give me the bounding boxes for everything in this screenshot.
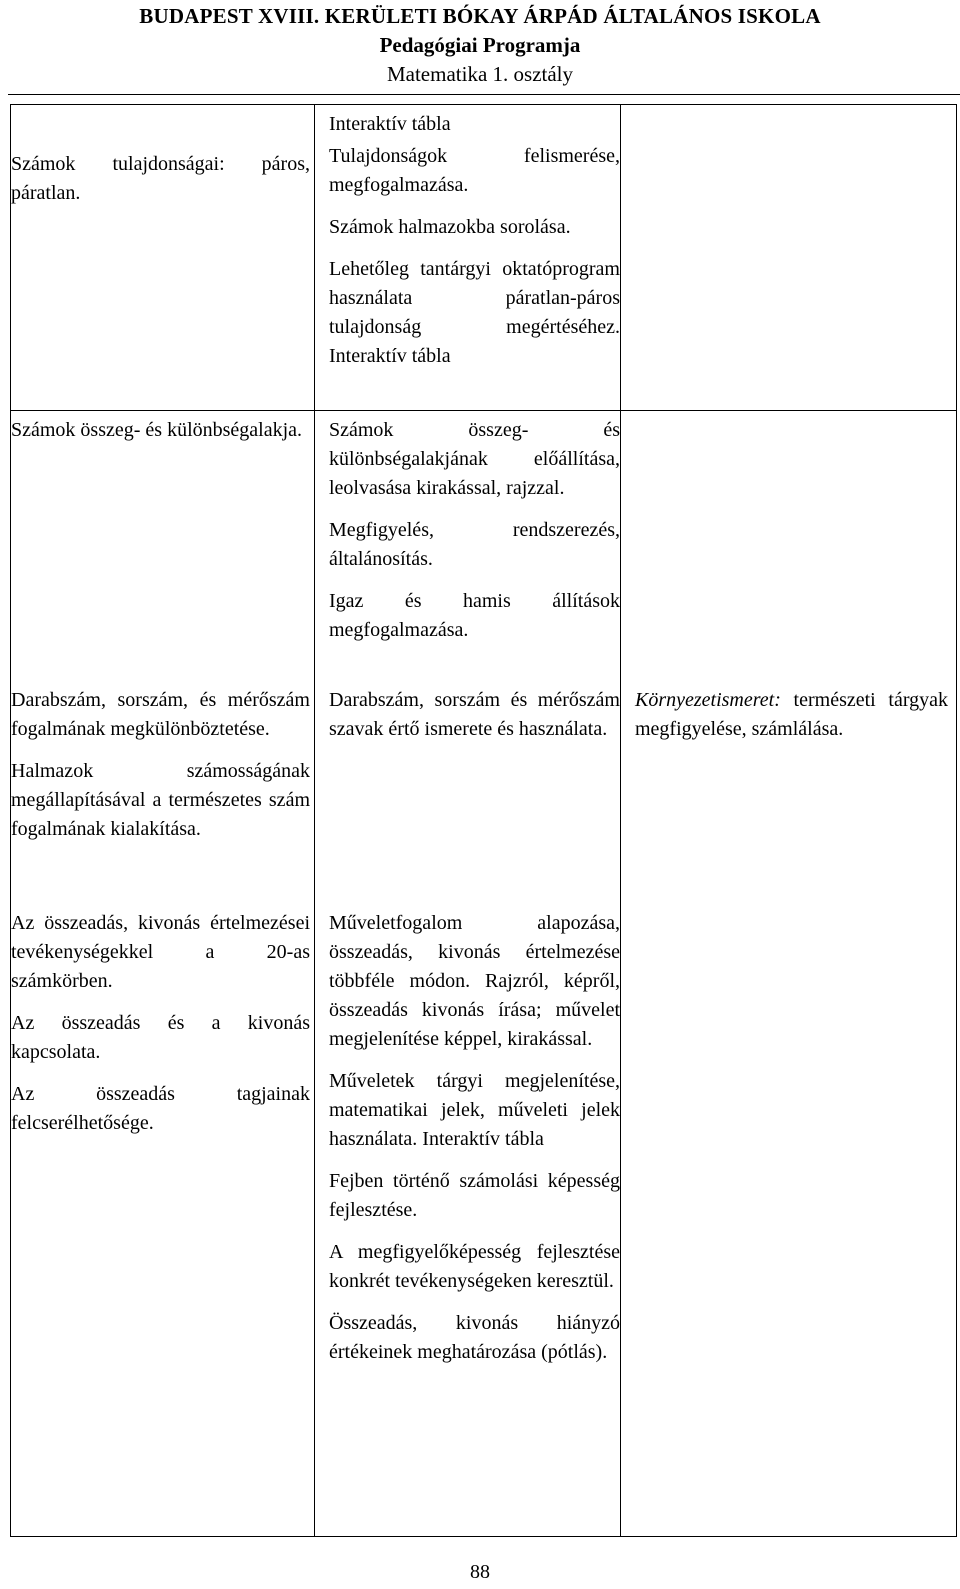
curriculum-table	[10, 104, 957, 1537]
table-cell	[635, 686, 948, 744]
cell-paragraph: Halmazok számosságának megállapításával a természetes szám fogalmának kialakítása.	[11, 760, 310, 840]
table-cell	[11, 150, 310, 208]
page-number: 88	[470, 1561, 490, 1583]
cell-paragraph: Számok összeg- és különbségalakjának előállítása, leolvasása kirakással, rajzzal.	[329, 419, 620, 499]
column-divider	[314, 105, 315, 1536]
table-cell	[329, 110, 620, 371]
cell-paragraph: Megfigyelés, rendszerezés, általánosítás.	[329, 519, 620, 570]
table-cell	[11, 686, 310, 844]
header-rule	[8, 94, 960, 95]
school-name: BUDAPEST XVIII. KERÜLETI BÓKAY ÁRPÁD ÁLTALÁNOS ISKOLA	[139, 4, 821, 28]
cell-paragraph: Tulajdonságok felismerése, megfogalmazása.	[329, 145, 620, 196]
table-cell	[329, 909, 620, 1367]
cell-paragraph: Fejben történő számolási képesség fejlesztése.	[329, 1170, 620, 1221]
cell-paragraph: Az összeadás tagjainak felcserélhetősége.	[11, 1083, 310, 1134]
cell-paragraph: Interaktív tábla	[329, 113, 451, 135]
cell-paragraph: Darabszám, sorszám és mérőszám szavak értő ismerete és használata.	[329, 689, 620, 740]
table-cell	[11, 909, 310, 1138]
cell-paragraph: Az összeadás és a kivonás kapcsolata.	[11, 1012, 310, 1063]
cell-paragraph: Számok halmazokba sorolása.	[329, 216, 571, 238]
cell-paragraph: Darabszám, sorszám, és mérőszám fogalmának megkülönböztetése.	[11, 689, 310, 740]
program-title: Pedagógiai Programja	[379, 33, 581, 57]
table-cell	[329, 686, 620, 744]
cell-paragraph: Számok összeg- és különbségalakja.	[11, 419, 303, 441]
cell-paragraph: Műveletek tárgyi megjelenítése, matematikai jelek, műveleti jelek használata. Interaktív tábla	[329, 1070, 620, 1150]
cell-paragraph: Összeadás, kivonás hiányzó értékeinek meghatározása (pótlás).	[329, 1312, 620, 1363]
cell-paragraph: Műveletfogalom alapozása, összeadás, kivonás értelmezése többféle módon. Rajzról, képről, összeadás kivonás írása; művelet megjelenítése képpel, kirakással.	[329, 912, 620, 1050]
table-cell	[11, 416, 310, 445]
column-divider	[620, 105, 621, 1536]
related-subject-text: természeti tárgyak megfigyelése, számlálása.	[635, 689, 948, 740]
cell-paragraph: Igaz és hamis állítások megfogalmazása.	[329, 590, 620, 641]
table-cell	[329, 416, 620, 645]
cell-paragraph: Lehetőleg tantárgyi oktatóprogram használata páratlan-páros tulajdonság megértéséhez. Interaktív tábla	[329, 258, 620, 367]
row-divider	[11, 410, 956, 411]
cell-paragraph: A megfigyelőképesség fejlesztése konkrét tevékenységeken keresztül.	[329, 1241, 620, 1292]
cell-paragraph: Az összeadás, kivonás értelmezései tevékenységekkel a 20-as számkörben.	[11, 912, 310, 992]
cell-paragraph	[635, 686, 948, 744]
related-subject-label: Környezetismeret:	[635, 689, 781, 711]
cell-paragraph: Számok tulajdonságai: páros, páratlan.	[11, 153, 310, 204]
subject-title: Matematika 1. osztály	[386, 62, 574, 86]
